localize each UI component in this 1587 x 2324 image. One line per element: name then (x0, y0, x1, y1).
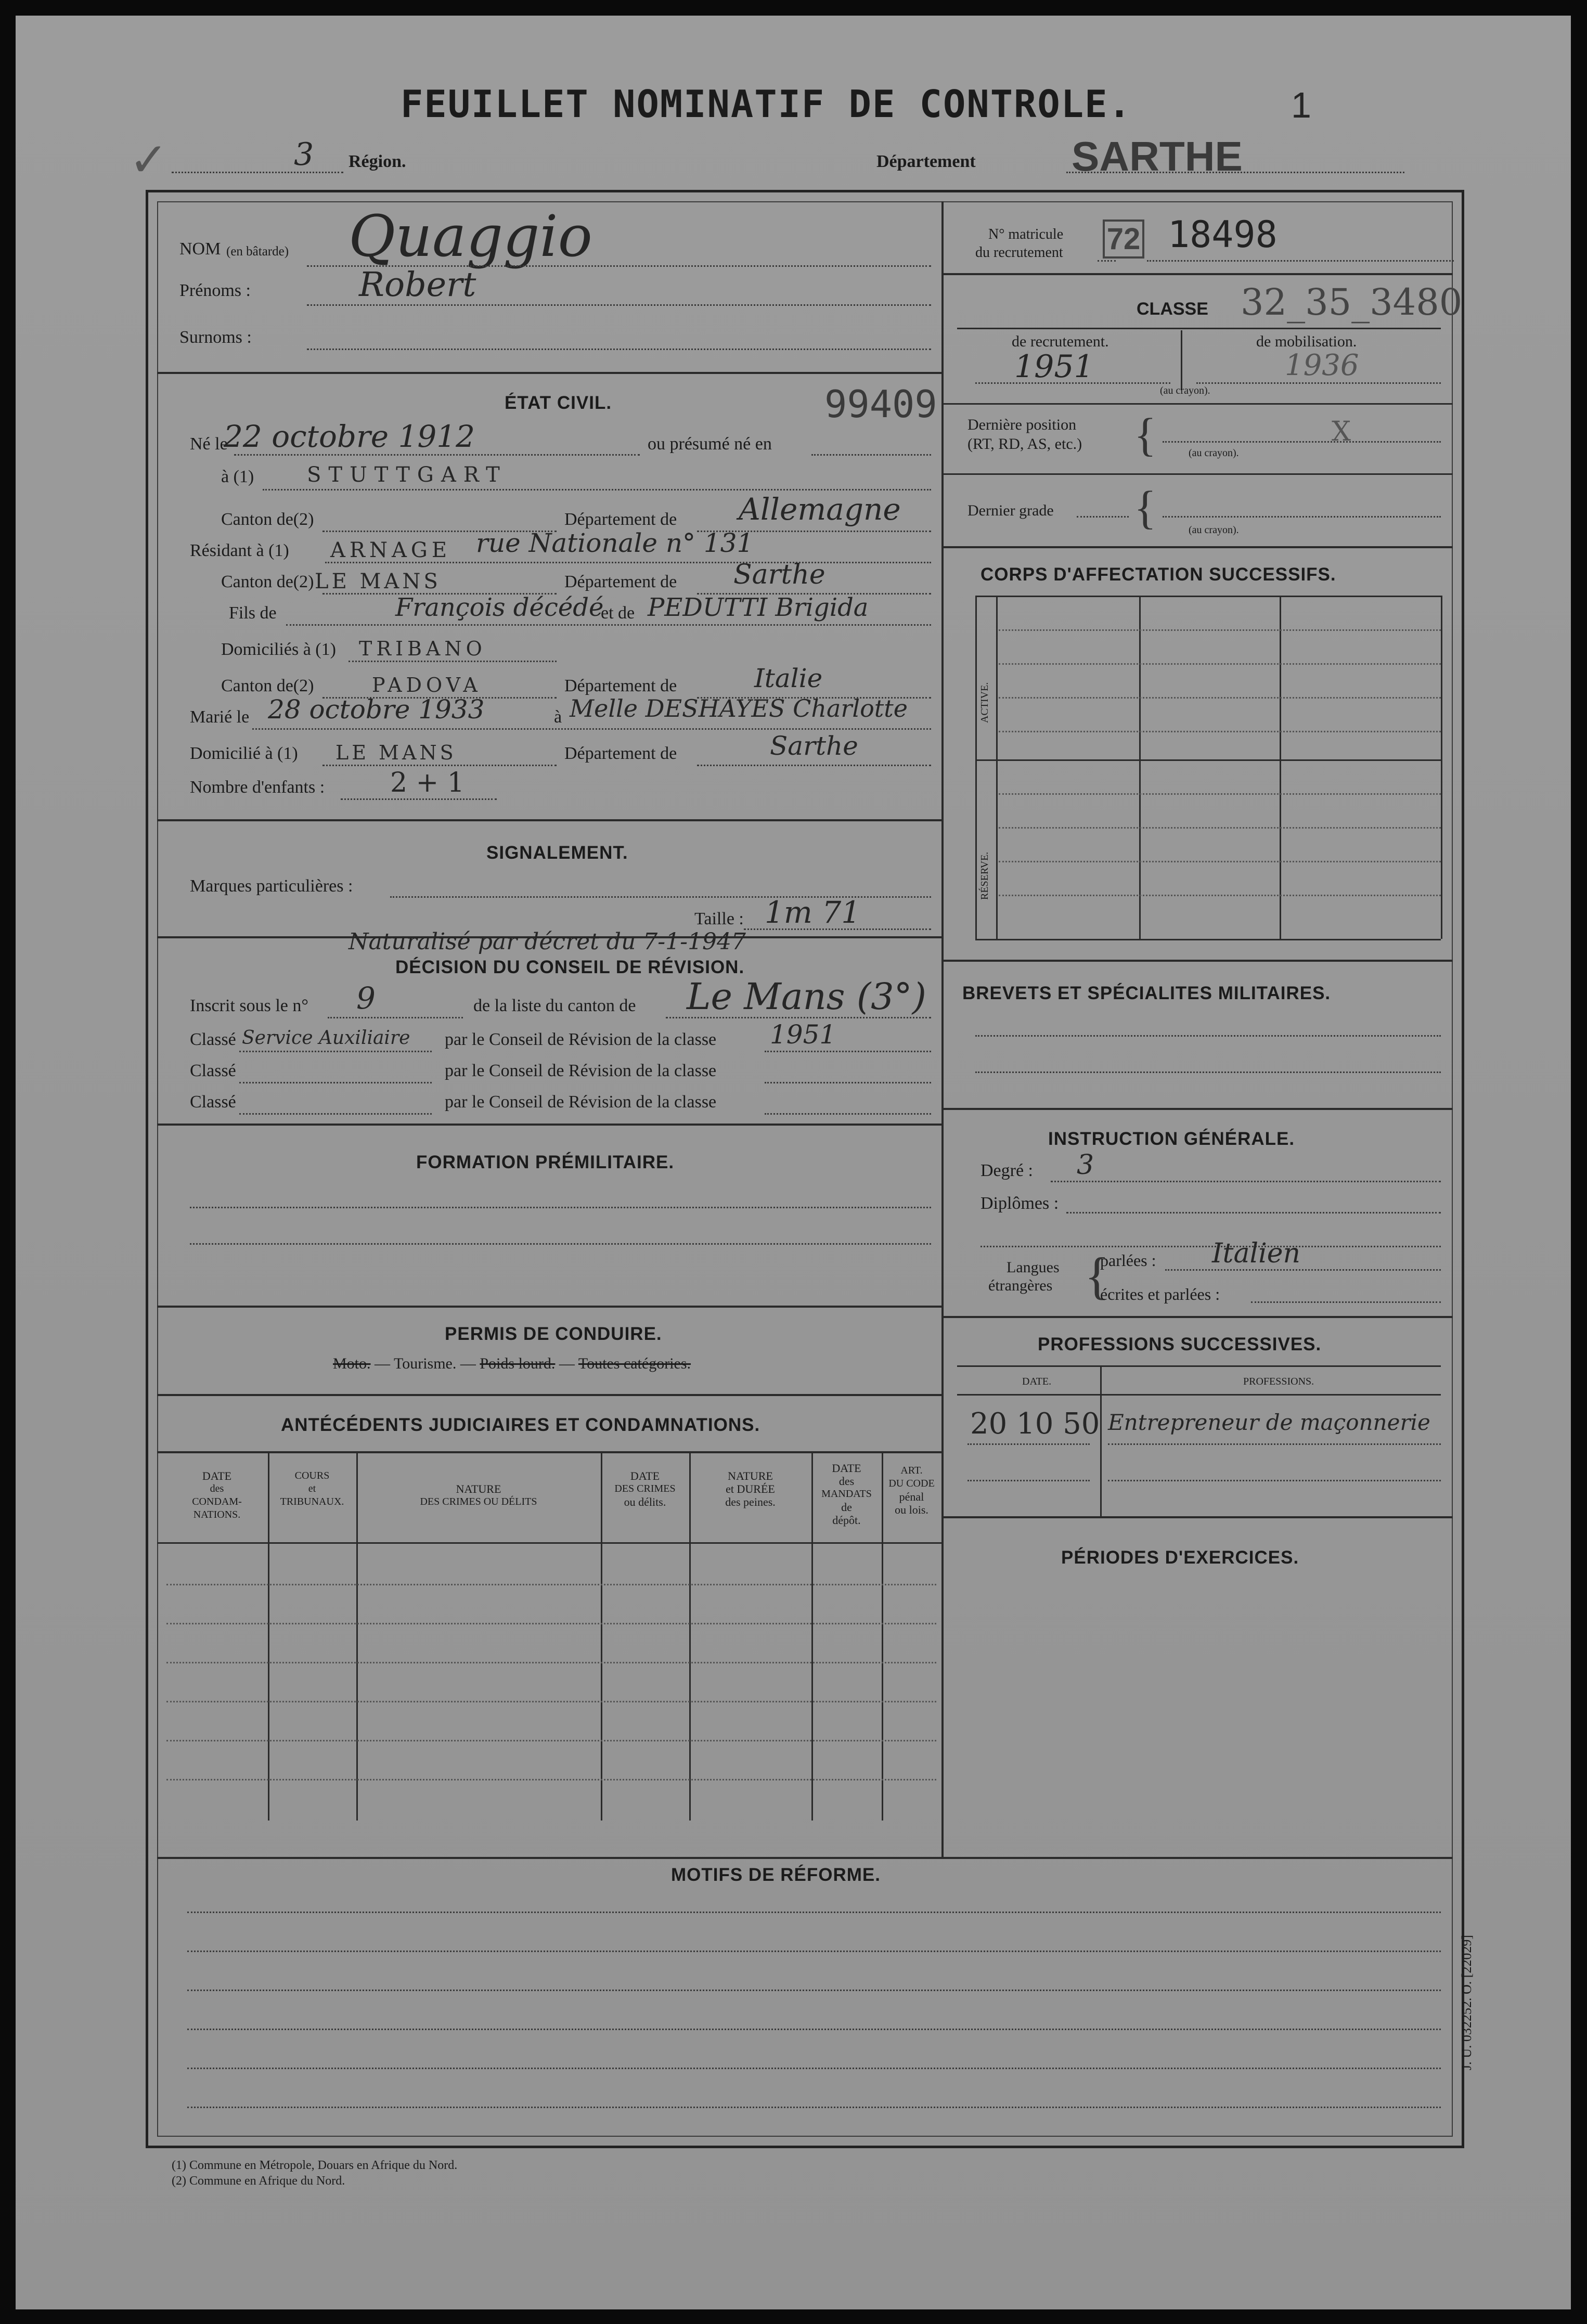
departement-de-label-2: Département de (564, 572, 677, 591)
prenoms-label: Prénoms : (179, 281, 251, 300)
departement-de-label-4: Département de (564, 744, 677, 763)
reserve-label: RÉSERVE. (979, 851, 990, 900)
father-value: François décédé (395, 593, 604, 622)
nom-label: NOM (179, 239, 221, 259)
permis-tourisme: Tourisme. (393, 1355, 457, 1372)
permis-options: Moto. — Tourisme. — Poids lourd. — Toutes catégories. (333, 1355, 691, 1372)
ecrites-label: écrites et parlées : (1100, 1285, 1220, 1303)
derniere-position-label-2: (RT, RD, AS, etc.) (967, 435, 1082, 453)
prof-date-value: 20 10 50 (970, 1407, 1100, 1441)
departement-label: Département (876, 152, 976, 171)
et-de-label: et de (601, 603, 635, 623)
residant-label: Résidant à (1) (190, 541, 289, 560)
residant-addr: rue Nationale n° 131 (476, 528, 754, 558)
brevets-heading: BREVETS ET SPÉCIALITES MILITAIRES. (962, 983, 1331, 1003)
derniere-position-value: X (1332, 416, 1351, 447)
departement-stamp: SARTHE (1072, 133, 1243, 179)
formation-heading: FORMATION PRÉMILITAIRE. (416, 1152, 675, 1172)
classe1-value: Service Auxiliaire (242, 1027, 410, 1049)
taille-value: 1m 71 (765, 895, 861, 930)
etat-civil-heading: ÉTAT CIVIL. (505, 393, 612, 413)
canton2-value: LE MANS (315, 570, 441, 593)
nom-value: Quaggio (349, 203, 592, 269)
col-article-code: ART. DU CODE pénal ou lois. (888, 1465, 935, 1516)
par-conseil-label-3: par le Conseil de Révision de la classe (445, 1092, 717, 1112)
form-sheet: FEUILLET NOMINATIF DE CONTROLE. 1 3 Région. Département SARTHE NOM (en bâtarde) Quaggio Prénoms : Robert Surnoms : ÉTAT CIVIL. 99409 Né le 22 octobre 1912 ou présumé né en à (1) STUTTGART Canton de(2) Département de Allemagne Résidant à (1) ARNAGE rue Nationale n° 131 Canton de(2) LE MANS Département de Sarthe Fils de François décédé et de PEDUTTI Brigida Domiciliés à (1) TRIBANO Canton de(2) PADOVA Département de Italie Marié le 28 octobre 1933 à Melle DESHAYES Charlotte Domicilié à (1) LE MANS Département de Sarthe Nombre d'enfants : 2 + 1 SIGNALEMENT. Marques particulières : Taille : 1m 71 Naturalisé par décret du 7-1-1947 DÉCISION DU CONSEIL DE RÉVISION. Inscrit sous le n° 9 de la liste du canton de Le Mans (3°) Classé Service Auxiliaire par le Conseil de Révision de la classe 1951 Classé par le Conseil de Révision de la classe Classé par le Conseil de Révision de la classe FORMATION PRÉMILITAIRE. PERMIS DE CONDUIRE. Moto. — Tourisme. — Poids lourd. — Toutes catégories. ANTÉCÉDENTS JUDICIAIRES ET CONDAMNATIONS. DATE des CONDAM- NATIONS. COURS et TRIBUNAUX. NATURE DES CRIMES OU DÉLITS DATE DES CRIMES ou délits. NATURE et DURÉE des peines. DATE des MANDATS de dépôt. ART. DU CODE pénal ou lois. N° matricule du recrutement 72 18498 CLASSE 32_35_3480 de recrutement. de mobilisation. 1951 1936 (au crayon). Dernière position (RT, RD, AS, etc.) { X (au crayon). Dernier grade { (au crayon). CORPS D'AFFECTATION SUCCESSIFS. ACTIVE. RÉSERVE. BREVETS ET SPÉCIALITES MILITAIRES. INSTRUCTION GÉNÉRALE. Degré : 3 Diplômes : Langues étrangères { parlées : Italien écrites et parlées : PROFESSIONS SUCCESSIVES. DATE. PROFESSIONS. 20 10 50 Entrepreneur de maçonnerie PÉRIODES D'EXERCICES. MOTIFS DE RÉFORME. J. U. 032252. O. [22029] (1) Commune en Métropole, Douars en Afrique du Nord. (2) Commune en Afrique du Nord. ✓ (16, 16, 1571, 2309)
par-conseil-label-2: par le Conseil de Révision de la classe (445, 1061, 717, 1080)
professions-heading: PROFESSIONS SUCCESSIVES. (1038, 1334, 1322, 1354)
au-crayon-label-1: (au crayon). (1160, 385, 1210, 396)
langues-label-2: étrangères (988, 1277, 1053, 1294)
dep3-value: Italie (754, 663, 823, 693)
spouse-value: Melle DESHAYES Charlotte (570, 694, 908, 722)
col-nature-peines: NATURE et DURÉE des peines. (725, 1469, 776, 1508)
prof-prof-col: PROFESSIONS. (1243, 1376, 1314, 1387)
dep4-value: Sarthe (770, 731, 858, 761)
residant-value: ARNAGE (330, 538, 451, 562)
instruction-heading: INSTRUCTION GÉNÉRALE. (1048, 1129, 1295, 1149)
classe-handwritten: 32_35_3480 (1241, 281, 1463, 324)
ne-le-label: Né le (190, 434, 228, 454)
matricule-value: 18498 (1168, 213, 1278, 256)
form-title: FEUILLET NOMINATIF DE CONTROLE. (401, 82, 1132, 126)
canton-label-3: Canton de(2) (221, 676, 314, 695)
permis-moto: Moto. (333, 1355, 371, 1372)
prof-value: Entrepreneur de maçonnerie (1108, 1410, 1430, 1435)
enfants-value: 2 + 1 (390, 767, 465, 798)
domicilie-value: LE MANS (336, 741, 457, 764)
derniere-position-label-1: Dernière position (967, 416, 1077, 433)
motifs-heading: MOTIFS DE RÉFORME. (671, 1865, 881, 1885)
etat-civil-stamp-number: 99409 (824, 382, 937, 426)
permis-toutes: Toutes catégories. (578, 1355, 691, 1372)
col-cours-tribunaux: COURS et TRIBUNAUX. (280, 1470, 344, 1507)
langues-label-1: Langues (1007, 1259, 1060, 1276)
classe-label: CLASSE (1137, 299, 1208, 319)
col-nature-crimes: NATURE DES CRIMES OU DÉLITS (420, 1482, 537, 1507)
diplomes-label: Diplômes : (980, 1194, 1059, 1213)
active-label: ACTIVE. (979, 682, 990, 723)
printer-ref: J. U. 032252. O. [22029] (1459, 1935, 1474, 2070)
corps-heading: CORPS D'AFFECTATION SUCCESSIFS. (980, 564, 1336, 585)
recrutement-value: 1951 (1014, 348, 1094, 385)
enfants-label: Nombre d'enfants : (190, 778, 325, 797)
domicilies-label: Domiciliés à (1) (221, 640, 336, 659)
canton-label-2: Canton de(2) (221, 572, 314, 591)
nom-note: (en bâtarde) (226, 244, 289, 259)
au-crayon-label-2: (au crayon). (1189, 447, 1239, 459)
taille-label: Taille : (694, 909, 744, 928)
fils-label: Fils de (229, 603, 277, 623)
inscrit-label: Inscrit sous le n° (190, 996, 308, 1015)
domicilies-value: TRIBANO (359, 637, 486, 660)
prof-date-col: DATE. (1022, 1376, 1052, 1387)
matricule-label-2: du recrutement (975, 244, 1063, 261)
matricule-label-1: N° matricule (988, 226, 1064, 242)
marques-label: Marques particulières : (190, 876, 353, 896)
matricule-box: 72 (1103, 220, 1144, 259)
a1-label: à (1) (221, 467, 254, 486)
departement-de-label-1: Département de (564, 510, 677, 529)
page-number: 1 (1291, 85, 1311, 125)
canton-value: Le Mans (3°) (687, 975, 926, 1018)
signalement-heading: SIGNALEMENT. (486, 843, 628, 863)
footnote-1: (1) Commune en Métropole, Douars en Afrique du Nord. (172, 2159, 458, 2172)
classe1-year: 1951 (770, 1019, 836, 1050)
revision-heading: DÉCISION DU CONSEIL DE RÉVISION. (395, 957, 745, 977)
dep2-value: Sarthe (733, 559, 825, 590)
au-crayon-label-3: (au crayon). (1189, 524, 1239, 536)
naturalise-note: Naturalisé par décret du 7-1-1947 (349, 928, 746, 955)
region-label: Région. (349, 152, 406, 171)
marie-label: Marié le (190, 707, 250, 727)
footnote-2: (2) Commune en Afrique du Nord. (172, 2174, 345, 2188)
par-conseil-label-1: par le Conseil de Révision de la classe (445, 1030, 717, 1049)
inscrit-value: 9 (356, 980, 376, 1016)
region-value: 3 (294, 136, 314, 173)
degre-label: Degré : (980, 1161, 1034, 1180)
classe-label-1: Classé (190, 1030, 236, 1049)
liste-label: de la liste du canton de (473, 996, 636, 1015)
check-mark-icon: ✓ (129, 133, 169, 187)
classe-label-2: Classé (190, 1061, 236, 1080)
recrutement-label: de recrutement. (1012, 333, 1109, 350)
col-date-crimes: DATE DES CRIMES ou délits. (614, 1469, 676, 1508)
col-date-mandats: DATE des MANDATS de dépôt. (821, 1462, 872, 1527)
mobilisation-value: 1936 (1285, 348, 1359, 382)
mother-value: PEDUTTI Brigida (648, 593, 869, 622)
periodes-heading: PÉRIODES D'EXERCICES. (1061, 1547, 1299, 1568)
surnoms-label: Surnoms : (179, 328, 252, 347)
permis-poids-lourd: Poids lourd. (480, 1355, 556, 1372)
departement-de-label-3: Département de (564, 676, 677, 695)
dernier-grade-label: Dernier grade (967, 502, 1054, 519)
parlees-value: Italien (1212, 1238, 1300, 1269)
classe-label-3: Classé (190, 1092, 236, 1112)
presume-label: ou présumé né en (648, 434, 772, 454)
dep1-value: Allemagne (739, 492, 901, 527)
permis-heading: PERMIS DE CONDUIRE. (445, 1324, 662, 1344)
ne-le-value: 22 octobre 1912 (224, 419, 475, 454)
canton3-value: PADOVA (372, 674, 482, 696)
a1-value: STUTTGART (307, 463, 507, 487)
canton-label: Canton de(2) (221, 510, 314, 529)
antecedents-heading: ANTÉCÉDENTS JUDICIAIRES ET CONDAMNATIONS. (281, 1415, 760, 1435)
mobilisation-label: de mobilisation. (1256, 333, 1357, 350)
marie-value: 28 octobre 1933 (268, 694, 485, 725)
col-date-condamnations: DATE des CONDAM- NATIONS. (192, 1469, 242, 1520)
degre-value: 3 (1077, 1150, 1094, 1181)
marie-a-label: à (554, 707, 562, 727)
domicilie-label: Domicilié à (1) (190, 744, 298, 763)
prenoms-value: Robert (359, 265, 476, 304)
parlees-label: parlées : (1100, 1251, 1156, 1270)
